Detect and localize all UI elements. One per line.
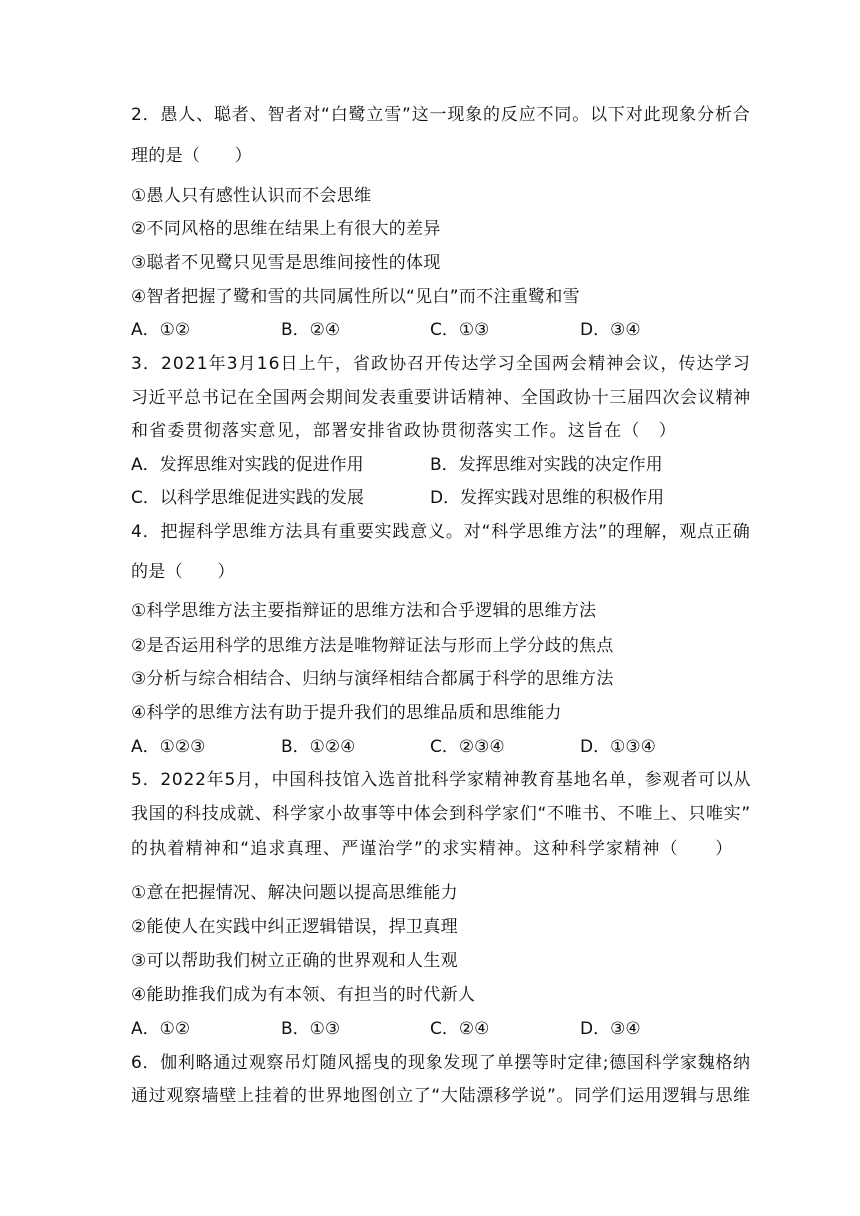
question-5-item-1: ①意在把握情况、解决问题以提高思维能力 xyxy=(131,883,458,903)
question-3-option-b: B．发挥思维对实践的决定作用 xyxy=(430,455,663,475)
question-4-stem-line-2: 的是（ ） xyxy=(131,562,235,582)
question-4-option-d: D．①③④ xyxy=(580,737,656,757)
question-5-stem-line-1: 5．2022年5月，中国科技馆入选首批科学家精神教育基地名单，参观者可以从 xyxy=(131,770,752,790)
question-5-stem-line-2: 我国的科技成就、科学家小故事等中体会到科学家们“不唯书、不唯上、只唯实” xyxy=(131,804,751,824)
question-6-stem-line-2: 通过观察墙壁上挂着的世界地图创立了“大陆漂移学说”。同学们运用逻辑与思维 xyxy=(131,1086,751,1106)
question-4-item-1: ①科学思维方法主要指辩证的思维方法和合乎逻辑的思维方法 xyxy=(131,601,597,621)
question-2-stem-line-1: 2．愚人、聪者、智者对“白鹭立雪”这一现象的反应不同。以下对此现象分析合 xyxy=(131,105,751,125)
question-4-option-c: C．②③④ xyxy=(430,737,505,757)
question-5-item-2: ②能使人在实践中纠正逻辑错误，捍卫真理 xyxy=(131,917,458,937)
question-2-item-2: ②不同风格的思维在结果上有很大的差异 xyxy=(131,219,441,239)
question-2-option-d: D．③④ xyxy=(580,320,641,340)
question-5-item-4: ④能助推我们成为有本领、有担当的时代新人 xyxy=(131,985,476,1005)
question-3-stem-line-3: 和省委贯彻落实意见，部署安排省政协贯彻落实工作。这旨在（ ） xyxy=(131,421,677,441)
question-5-option-d: D．③④ xyxy=(580,1019,641,1039)
question-4-option-b: B．①②④ xyxy=(281,737,356,757)
question-5-option-b: B．①③ xyxy=(281,1019,341,1039)
question-2-option-c: C．①③ xyxy=(430,320,490,340)
question-6-stem-line-1: 6．伽利略通过观察吊灯随风摇曳的现象发现了单摆等时定律;德国科学家魏格纳 xyxy=(131,1053,751,1073)
question-3-stem-line-2: 习近平总书记在全国两会期间发表重要讲话精神、全国政协十三届四次会议精神 xyxy=(131,388,751,408)
question-3-option-a: A．发挥思维对实践的促进作用 xyxy=(131,455,364,475)
question-4-item-3: ③分析与综合相结合、归纳与演绎相结合都属于科学的思维方法 xyxy=(131,669,614,689)
question-5-item-3: ③可以帮助我们树立正确的世界观和人生观 xyxy=(131,951,458,971)
question-2-item-4: ④智者把握了鹭和雪的共同属性所以“见白”而不注重鹭和雪 xyxy=(131,287,580,307)
question-2-item-1: ①愚人只有感性认识而不会思维 xyxy=(131,186,372,206)
question-4-stem-line-1: 4．把握科学思维方法具有重要实践意义。对“科学思维方法”的理解，观点正确 xyxy=(131,522,751,542)
question-3-stem-line-1: 3．2021年3月16日上午，省政协召开传达学习全国两会精神会议，传达学习 xyxy=(131,354,751,374)
question-4-option-a: A．①②③ xyxy=(131,737,206,757)
question-5-option-c: C．②④ xyxy=(430,1019,490,1039)
question-3-option-c: C．以科学思维促进实践的发展 xyxy=(131,488,364,508)
question-2-option-b: B．②④ xyxy=(281,320,341,340)
question-3-option-d: D．发挥实践对思维的积极作用 xyxy=(430,488,665,508)
question-5-option-a: A．①② xyxy=(131,1019,191,1039)
question-4-item-2: ②是否运用科学的思维方法是唯物辩证法与形而上学分歧的焦点 xyxy=(131,636,614,656)
question-4-item-4: ④科学的思维方法有助于提升我们的思维品质和思维能力 xyxy=(131,703,562,723)
question-2-item-3: ③聪者不见鹭只见雪是思维间接性的体现 xyxy=(131,253,441,273)
question-2-option-a: A．①② xyxy=(131,320,191,340)
question-2-stem-line-2: 理的是（ ） xyxy=(131,146,253,166)
question-5-stem-line-3: 的执着精神和“追求真理、严谨治学”的求实精神。这种科学家精神（ ） xyxy=(131,839,734,859)
